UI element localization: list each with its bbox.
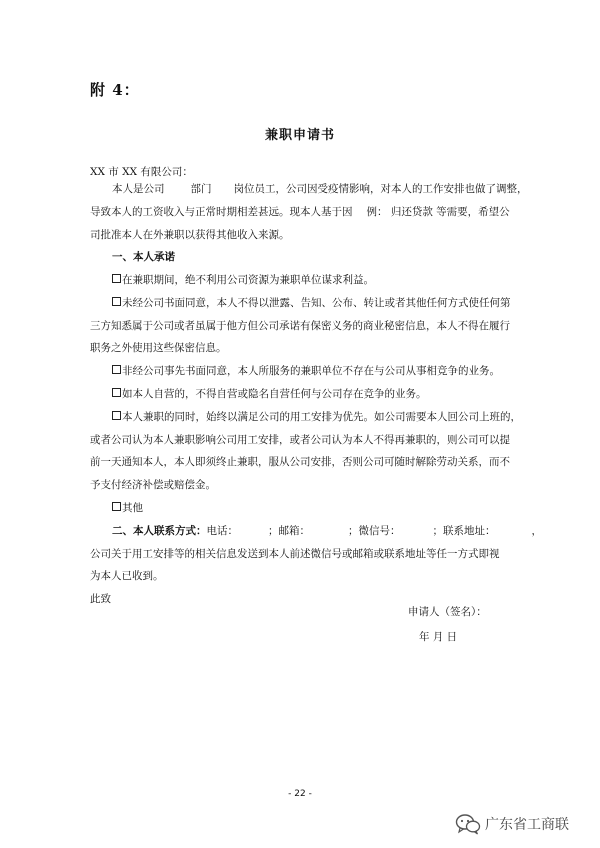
commitment-text: 其他 [122, 502, 143, 514]
commitment-text: 非经公司事先书面同意，本人所服务的兼职单位不存在与公司从事相竞争的业务。 [122, 365, 500, 377]
wechat-label: ；微信号： [348, 525, 401, 537]
end-mark: ， [531, 525, 542, 537]
body-line-2 [90, 205, 510, 219]
commitment-item-5-line-4: 予支付经济补偿或赔偿金。 [90, 479, 216, 491]
checkbox[interactable] [112, 274, 121, 283]
section2-heading: 二、本人联系方式： [112, 525, 207, 537]
email-label: ；邮箱： [268, 525, 310, 537]
phone-label: 电话： [206, 525, 238, 537]
checkbox[interactable] [112, 365, 121, 374]
body-line-1 [112, 182, 528, 196]
wechat-icon [455, 813, 481, 835]
commitment-item-1 [112, 273, 374, 287]
contact-line-2: 公司关于用工安排等的相关信息发送到本人前述微信号或邮箱或联系地址等任一方式即视 [90, 548, 500, 560]
body-text: 岗位员工，公司因受疫情影响，对本人的工作安排也做了调整， [233, 183, 528, 195]
body-text: 导致本人的工资收入与正常时期相差甚远。现本人基于因 [90, 206, 353, 218]
commitment-item-5-line-3: 前一天通知本人，本人即须终止兼职，服从公司安排，否则公司可随时解除劳动关系，而不 [90, 456, 510, 468]
checkbox[interactable] [112, 502, 121, 511]
checkbox[interactable] [112, 388, 121, 397]
date-label: 年 月 日 [419, 631, 458, 643]
annex-label: 附 4： [90, 81, 140, 99]
document-title: 兼职申请书 [264, 128, 335, 143]
salutation: XX 市 XX 有限公司： [90, 166, 193, 178]
commitment-item-2-line-3: 职务之外使用这些保密信息。 [90, 342, 227, 354]
body-text: 部门 [190, 183, 212, 195]
commitment-item-5-line-2: 或者公司认为本人兼职影响公司用工安排，或者公司认为本人不得再兼职的，则公司可以提 [90, 434, 510, 446]
commitment-text: 如本人自营的，不得自营或隐名自营任何与公司存在竞争的业务。 [122, 388, 427, 400]
checkbox[interactable] [112, 411, 121, 420]
watermark [455, 813, 569, 835]
page-number: - 22 - [288, 789, 312, 799]
commitment-text: 在兼职期间，绝不利用公司资源为兼职单位谋求利益。 [122, 274, 374, 286]
body-text: 本人是公司 [112, 183, 165, 195]
commitment-item-2-line-2: 三方知悉属于公司或者虽属于他方但公司承诺有保密义务的商业秘密信息，本人不得在履行 [90, 320, 510, 332]
closing: 此致 [90, 593, 111, 605]
body-text: 例： 归还贷款 等需要，希望公 [366, 206, 510, 218]
commitment-item-6 [112, 501, 143, 515]
address-label: ；联系地址： [432, 525, 496, 537]
commitment-text: 本人兼职的同时，始终以满足公司的用工安排为优先。如公司需要本人回公司上班的， [122, 411, 521, 423]
commitment-item-3 [112, 364, 500, 378]
checkbox[interactable] [112, 297, 121, 306]
commitment-item-4 [112, 387, 427, 401]
body-line-3: 司批准本人在外兼职以获得其他收入来源。 [90, 229, 290, 241]
contact-line-3: 为本人已收到。 [90, 570, 164, 582]
commitment-item-5 [112, 410, 521, 424]
section1-heading: 一、本人承诺 [112, 251, 175, 263]
watermark-text: 广东省工商联 [485, 817, 569, 833]
signature-label: 申请人（签名）： [408, 606, 487, 618]
commitment-item-2 [112, 296, 511, 310]
contact-line [112, 524, 542, 538]
commitment-text: 未经公司书面同意，本人不得以泄露、告知、公布、转让或者其他任何方式使任何第 [122, 297, 511, 309]
